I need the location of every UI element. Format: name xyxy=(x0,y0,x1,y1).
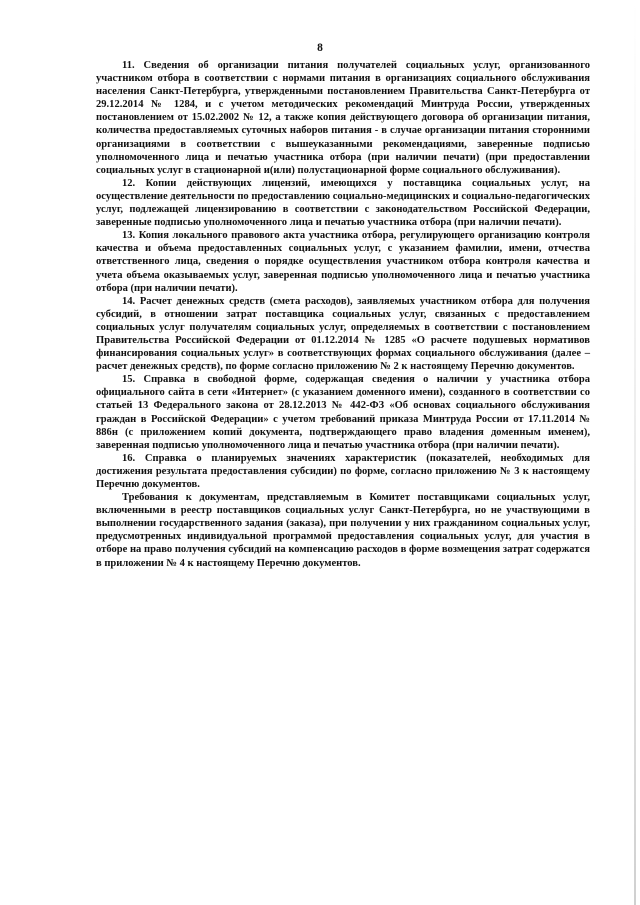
scan-edge-shadow xyxy=(634,0,636,905)
paragraph-11-nutrition-info: 11. Сведения об организации питания получателей социальных услуг, организованного участником отбора в соответствии с нормами питания в организациях социального обслуживания населения Санкт-Петербурга, утвержденными постановлением Правительства Санкт-Петербурга от 29.12.2014 № 1284, и с учетом методических рекомендаций Минтруда России, утвержденных постановлением от 15.02.2002 № 12, а также копия действующего договора об организации питания, количества предоставляемых суточных наборов питания - в случае организации питания сторонними организациями в соответствии с вышеуказанными рекомендациями, заверенные подписью уполномоченного лица и печатью участника отбора (при наличии печати) (при предоставлении социальных услуг в стационарной и(или) полустационарной форме социального обслуживания). xyxy=(96,60,590,176)
paragraph-13-quality-control-act: 13. Копия локального правового акта участника отбора, регулирующего организацию контроля качества и объема предоставленных социальных услуг, с указанием фамилии, имени, отчества ответственного лица, сведения о порядке осуществления участником отбора контроля качества и учета объема оказываемых услуг, заверенная подписью уполномоченного лица и печатью участника отбора (при наличии печати). xyxy=(96,230,590,294)
page-number: 8 xyxy=(317,42,323,54)
paragraph-requirements: Требования к документам, представляемым в Комитет поставщиками социальных услуг, включенными в реестр поставщиков социальных услуг Санкт-Петербурга, но не участвующими в выполнении государственного задания (заказа), при получении у них гражданином социальных услуг, предусмотренных индивидуальной программой предоставления социальных услуг, для участия в отборе на право получения субсидий на компенсацию расходов в форме возмещения затрат содержатся в приложении № 4 к настоящему Перечню документов. xyxy=(96,492,590,569)
paragraph-14-cost-estimate: 14. Расчет денежных средств (смета расходов), заявляемых участником отбора для получения субсидий, в отношении затрат поставщика социальных услуг, связанных с предоставлением социальных услуг получателям социальных услуг, определяемых в соответствии с постановлением Правительства Российской Федерации от 01.12.2014 № 1285 «О расчете подушевых нормативов финансирования социальных услуг» в соответствующих формах социального обслуживания (далее – расчет денежных средств), по форме согласно приложению № 2 к настоящему Перечню документов. xyxy=(96,295,590,373)
paragraph-16-planned-values: 16. Справка о планируемых значениях характеристик (показателей, необходимых для достижения результата предоставления субсидии) по форме, согласно приложению № 3 к настоящему Перечню документов. xyxy=(96,452,590,490)
paragraph-15-website-certificate: 15. Справка в свободной форме, содержащая сведения о наличии у участника отбора официального сайта в сети «Интернет» (с указанием доменного имени), созданного в соответствии со статьей 13 Федерального закона от 28.12.2013 № 442-ФЗ «Об основах социального обслуживания граждан в Российской Федерации» с учетом требований приказа Минтруда России от 17.11.2014 № 886н (с приложением копий документа, подтверждающего право владения доменным именем), заверенная подписью уполномоченного лица и печатью участника отбора (при наличии печати). xyxy=(96,374,590,451)
document-body xyxy=(96,59,590,570)
paragraph-12-licenses: 12. Копии действующих лицензий, имеющихся у поставщика социальных услуг, на осуществление деятельности по предоставлению социально-медицинских и социально-педагогических услуг, подлежащей лицензированию в соответствии с законодательством Российской Федерации, заверенные подписью уполномоченного лица и печатью участника отбора (при наличии печати). xyxy=(96,177,590,229)
